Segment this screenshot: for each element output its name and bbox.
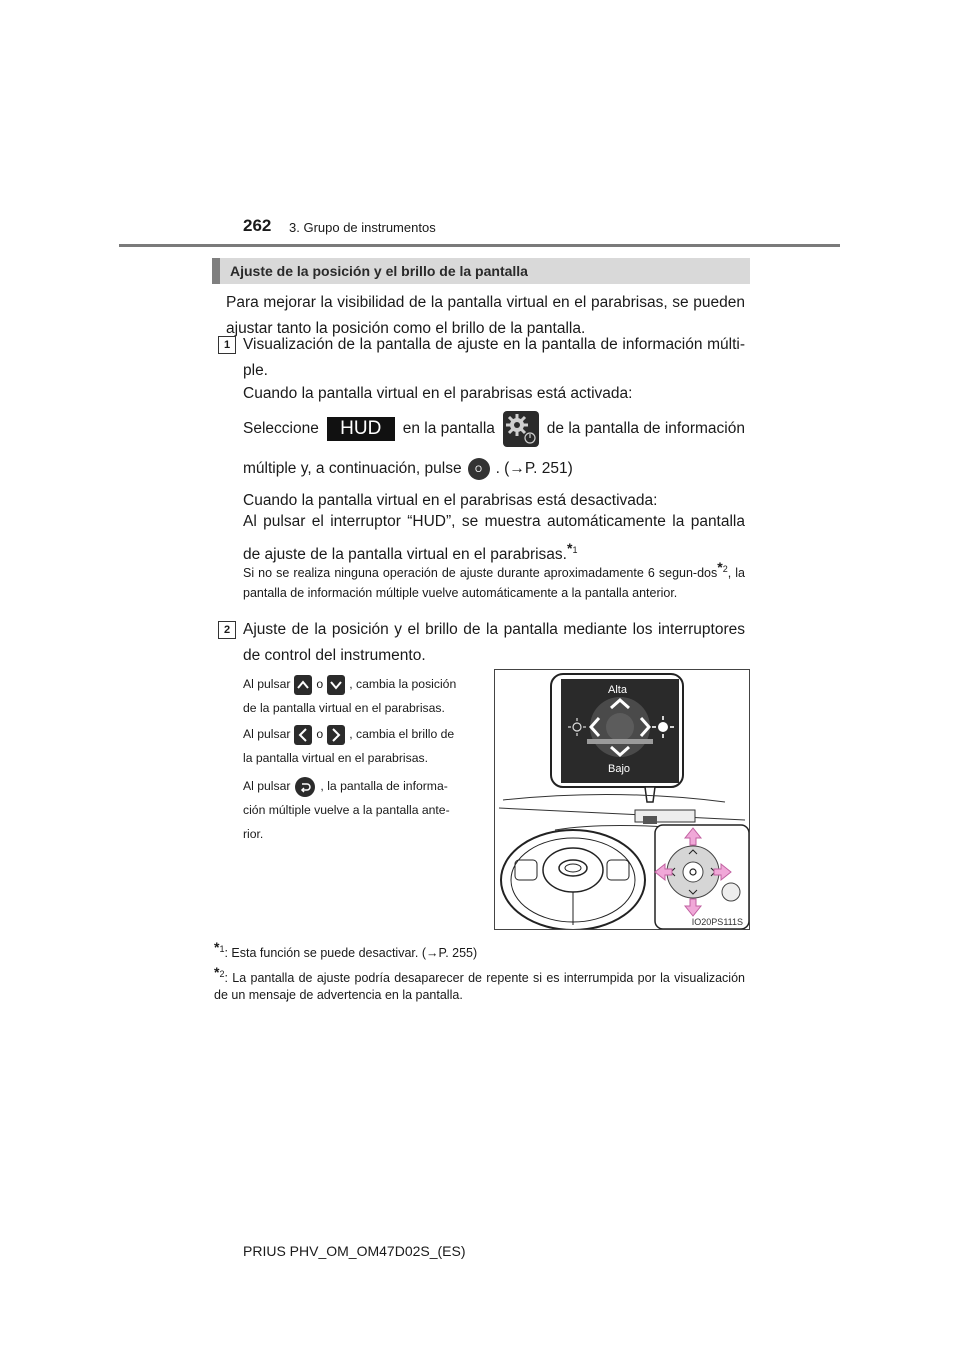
updown-instruction <box>243 672 479 720</box>
footnote-2 <box>214 964 745 1004</box>
arrow-left-icon <box>294 725 312 745</box>
footnote-ref-2: 2 <box>722 564 728 574</box>
intro-paragraph: Para mejorar la visibilidad de la pantalla virtual en el parabrisas, se pueden ajustar tanto la posición como el brillo de la pantalla. <box>226 294 745 337</box>
lr-text-or: o <box>316 727 324 741</box>
hud-adjustment-figure <box>494 669 750 930</box>
step1-note <box>243 557 745 603</box>
back-text-pre: Al pulsar <box>243 779 291 793</box>
lr-text-line2: la pantalla virtual en el parabrisas. <box>243 751 428 765</box>
footnote-ref-1: 1 <box>572 545 578 555</box>
chapter-title: 3. Grupo de instrumentos <box>289 220 436 235</box>
figure-code: IO20PS111S <box>691 917 743 927</box>
bajo-label: Bajo <box>608 763 631 775</box>
step2-title: Ajuste de la posición y el brillo de la pantalla mediante los interruptores de control del instrumento. <box>243 621 745 664</box>
step1-title: Visualización de la pantalla de ajuste en la pantalla de información múlti-ple. <box>243 336 745 379</box>
note-text-post: , la pantalla de información múltiple vuelve automáticamente a la pantalla anterior. <box>243 566 745 601</box>
ok-button-icon: O <box>468 458 490 480</box>
footnote-mark-2: 2 <box>219 969 225 979</box>
footnote-star: * <box>566 540 573 556</box>
alta-label: Alta <box>608 684 627 696</box>
updown-text-post: , cambia la posición <box>349 677 457 691</box>
footnote-text-1: : Esta función se puede desactivar. (→P. 255) <box>224 946 478 961</box>
lr-text-post: , cambia el brillo de <box>349 727 455 741</box>
leftright-instruction <box>243 722 479 770</box>
note-text-pre: Si no se realiza ninguna operación de ajuste durante aproximadamente 6 segun-dos <box>243 566 718 581</box>
press-text-pre: múltiple y, a continuación, pulse <box>243 460 462 477</box>
settings-gear-icon <box>503 411 539 447</box>
step-number-2: 2 <box>218 621 236 639</box>
select-text-mid: en la pantalla <box>402 420 495 437</box>
press-text-post: . (→P. 251) <box>495 460 573 477</box>
select-text-pre: Seleccione <box>243 420 319 437</box>
document-code-footer: PRIUS PHV_OM_OM47D02S_(ES) <box>243 1243 466 1259</box>
return-icon <box>295 777 315 797</box>
footnote-text-2: : La pantalla de ajuste podría desaparecer de repente si es interrumpida por la visualización de un mensaje de advertencia en la pantalla. <box>214 971 745 1003</box>
arrow-up-icon <box>294 675 312 695</box>
footnote-mark-1: 1 <box>219 944 225 954</box>
back-text-post: , la pantalla de informa- <box>320 779 448 793</box>
updown-text-line2: de la pantalla virtual en el parabrisas. <box>243 701 445 715</box>
section-heading-bar <box>212 258 750 284</box>
hud-button-icon: HUD <box>327 417 395 441</box>
step1-press-line <box>243 456 745 482</box>
arrow-right-icon <box>327 725 345 745</box>
back-text-line3: rior. <box>243 827 264 841</box>
back-instruction <box>243 774 479 846</box>
step1-activated-label: Cuando la pantalla virtual en el parabrisas está activada: <box>243 385 633 402</box>
step-number-1: 1 <box>218 336 236 354</box>
deactivated-text: Al pulsar el interruptor “HUD”, se muestra automáticamente la pantalla de ajuste de la pantalla virtual en el parabrisas. <box>243 513 745 564</box>
page-number: 262 <box>243 216 272 235</box>
dashboard-illustration <box>495 670 749 929</box>
updown-text-pre: Al pulsar <box>243 677 291 691</box>
lr-text-pre: Al pulsar <box>243 727 291 741</box>
footnote-star: * <box>717 559 723 575</box>
back-text-line2: ción múltiple vuelve a la pantalla ante- <box>243 803 450 817</box>
arrow-down-icon <box>327 675 345 695</box>
header-divider <box>119 244 840 247</box>
step1-select-line <box>243 410 745 448</box>
updown-text-or: o <box>316 677 324 691</box>
step1-deactivated-label: Cuando la pantalla virtual en el parabrisas está desactivada: <box>243 492 658 509</box>
section-title: Ajuste de la posición y el brillo de la pantalla <box>230 263 528 279</box>
footnote-1 <box>214 937 745 963</box>
footnote-star: * <box>214 939 220 955</box>
select-text-post: de la pantalla de información <box>546 420 745 437</box>
footnote-star: * <box>214 964 220 980</box>
